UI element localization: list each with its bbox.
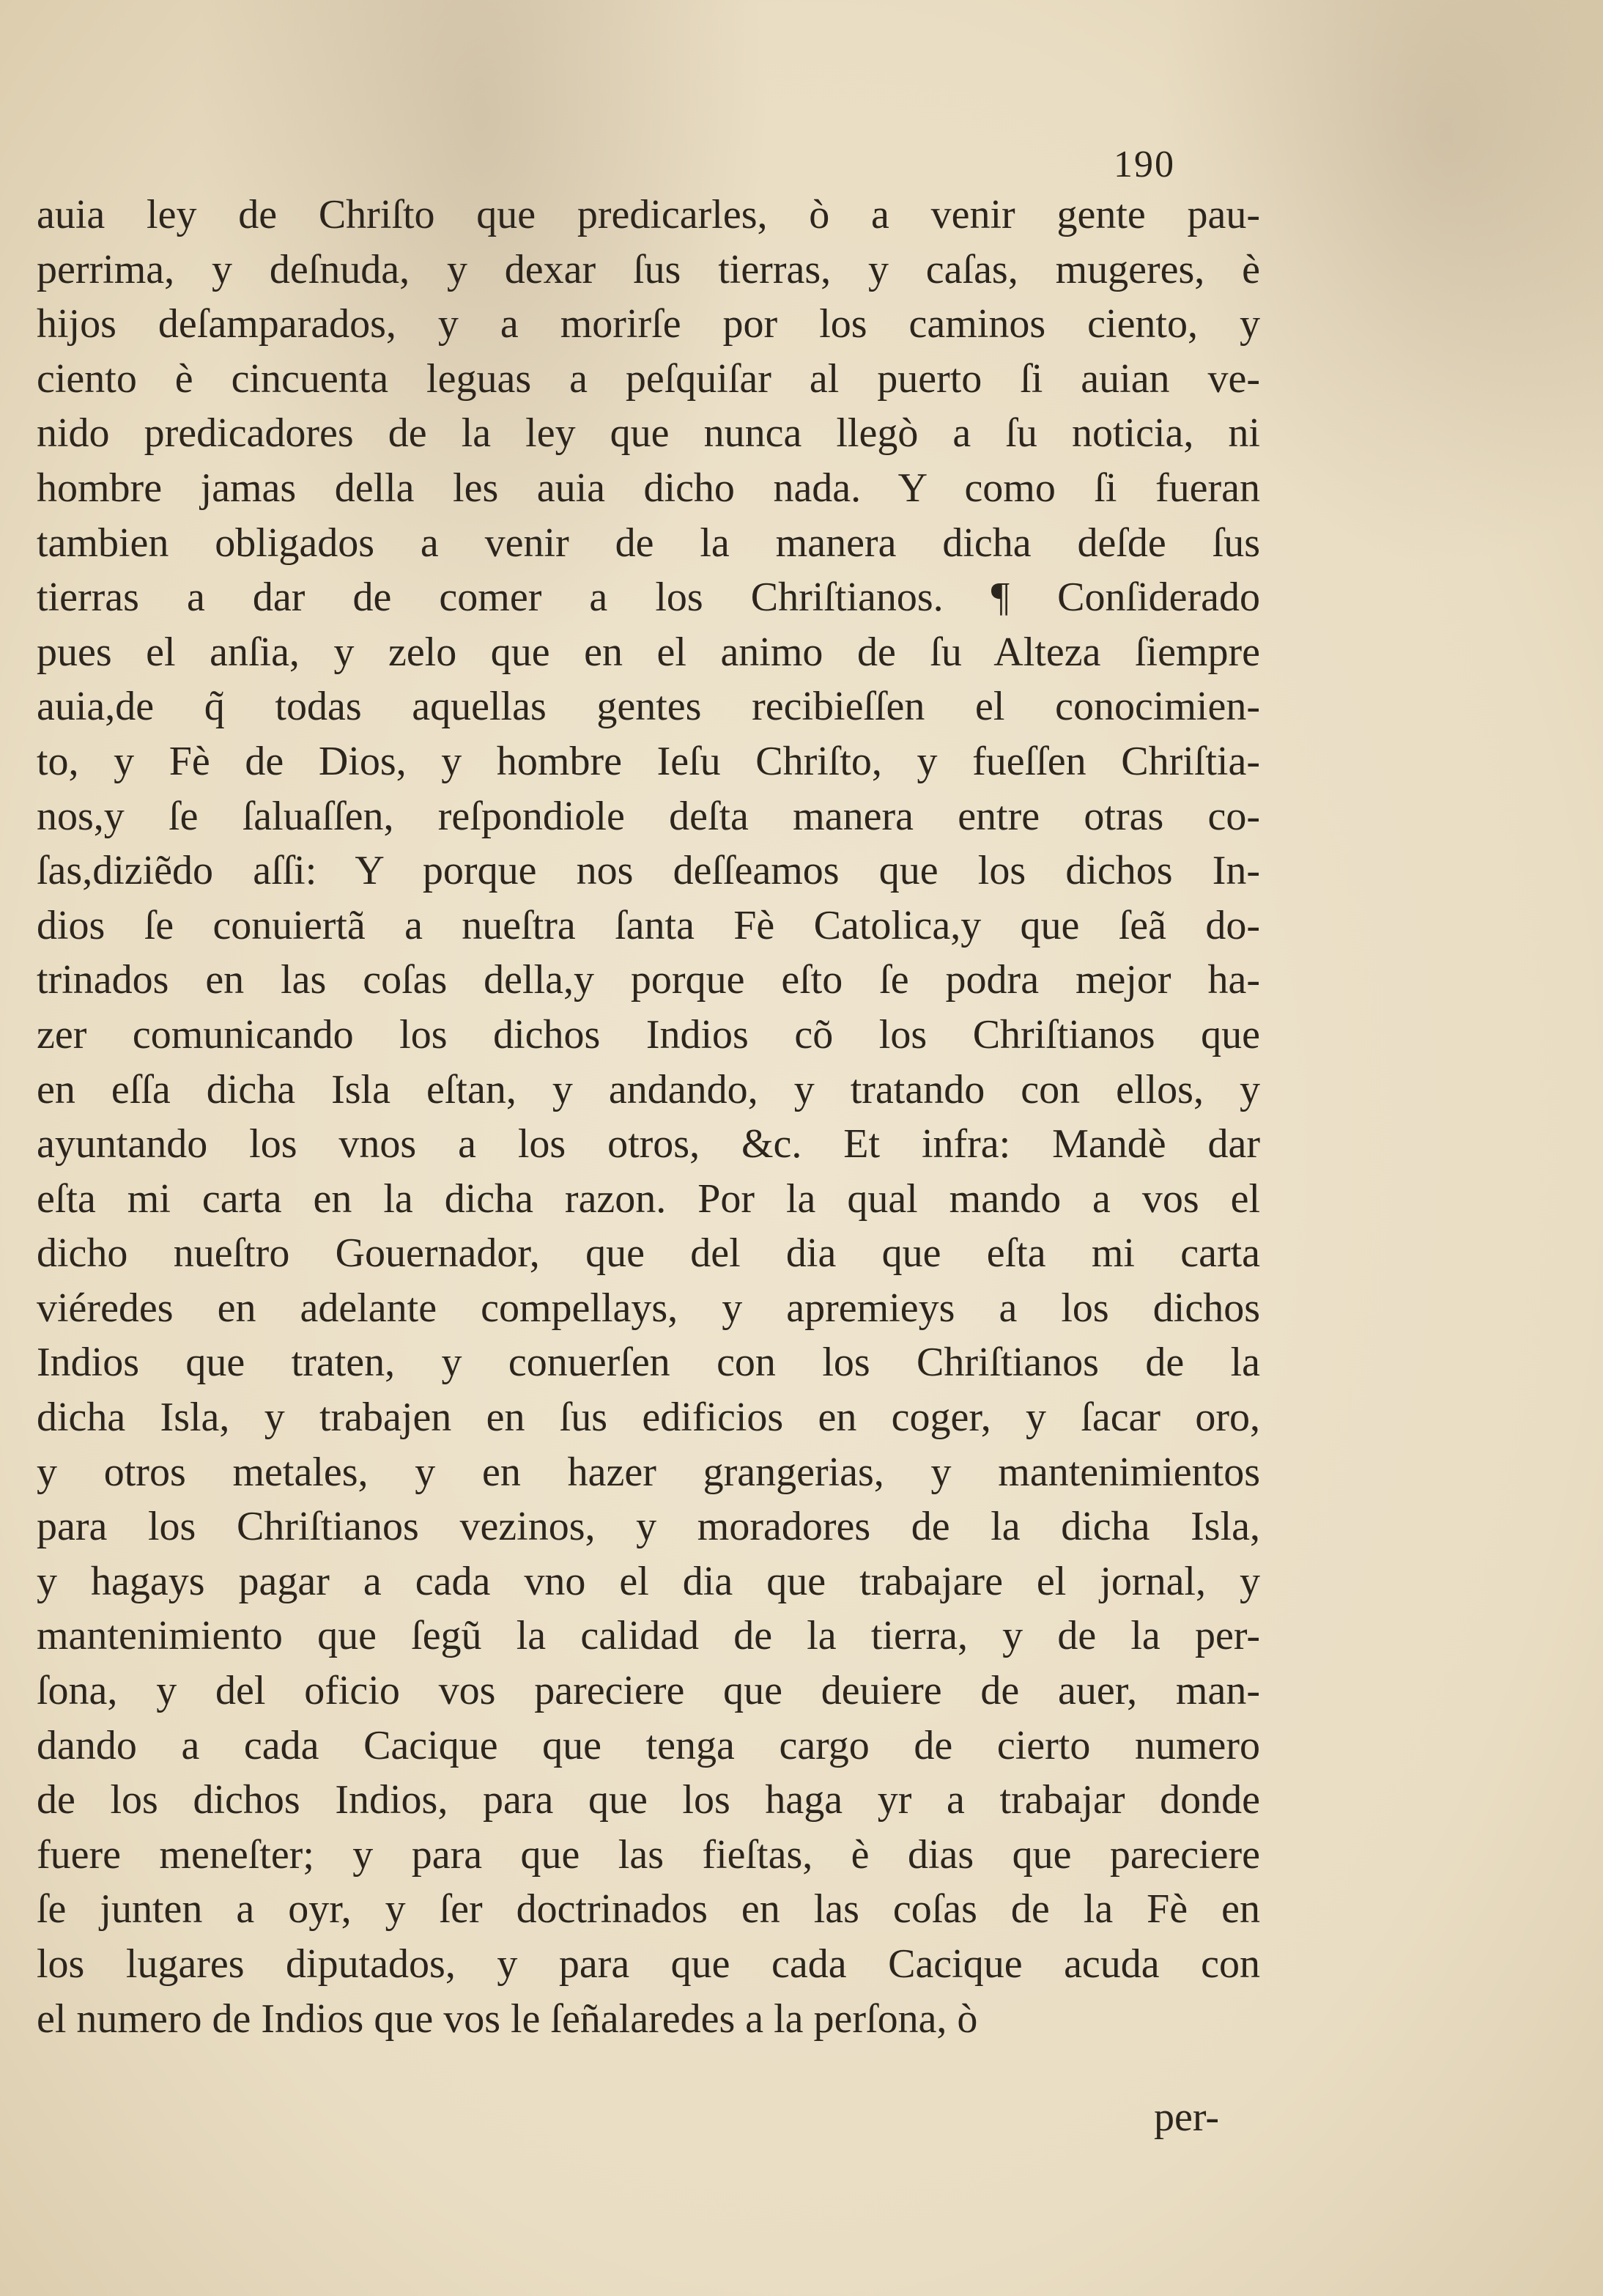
text-line: dicho nueſtro Gouernador, que del dia que eſta mi carta — [37, 1230, 1260, 1277]
body-text — [37, 188, 1260, 2046]
text-line: pues el anſia, y zelo que en el animo de ſu Alteza ſiempre — [37, 629, 1260, 675]
text-line: para los Chriſtianos vezinos, y moradores de la dicha Isla, — [37, 1504, 1260, 1550]
text-line: y otros metales, y en hazer grangerias, y mantenimientos — [37, 1449, 1260, 1495]
text-line: dios ſe conuiertã a nueſtra ſanta Fè Catolica,y que ſeã do- — [37, 902, 1260, 948]
text-line: los lugares diputados, y para que cada Cacique acuda con — [37, 1941, 1260, 1987]
text-line: mantenimiento que ſegũ la calidad de la tierra, y de la per- — [37, 1613, 1260, 1659]
text-line: eſta mi carta en la dicha razon. Por la qual mando a vos el — [37, 1175, 1260, 1222]
text-line: ayuntando los vnos a los otros, &c. Et infra: Mandè dar — [37, 1121, 1260, 1167]
text-line: fuere meneſter; y para que las fieſtas, è dias que pareciere — [37, 1831, 1260, 1878]
text-line: auia ley de Chriſto que predicarles, ò a venir gente pau- — [37, 192, 1260, 237]
text-line: ſona, y del oficio vos pareciere que deuiere de auer, man- — [37, 1668, 1260, 1714]
text-line: hijos deſamparados, y a morirſe por los caminos ciento, y — [37, 301, 1260, 347]
text-line: to, y Fè de Dios, y hombre Ieſu Chriſto, y fueſſen Chriſtia- — [37, 738, 1260, 784]
text-line: tambien obligados a venir de la manera dicha deſde ſus — [37, 520, 1260, 566]
text-line: nido predicadores de la ley que nunca llegò a ſu noticia, ni — [37, 410, 1260, 457]
text-line: perrima, y deſnuda, y dexar ſus tierras, y caſas, mugeres, è — [37, 246, 1260, 292]
text-line: ſas,diziẽdo aſſi: Y porque nos deſſeamos que los dichos In- — [37, 848, 1260, 894]
text-line: tierras a dar de comer a los Chriſtianos. ¶ Conſiderado — [37, 575, 1260, 621]
text-line: de los dichos Indios, para que los haga yr a trabajar donde — [37, 1777, 1260, 1823]
text-line: dando a cada Cacique que tenga cargo de cierto numero — [37, 1722, 1260, 1768]
text-line: Indios que traten, y conuerſen con los Chriſtianos de la — [37, 1340, 1260, 1386]
text-line: ciento è cincuenta leguas a peſquiſar al puerto ſi auian ve- — [37, 355, 1260, 402]
text-line: trinados en las coſas della,y porque eſto ſe podra mejor ha- — [37, 957, 1260, 1003]
text-line: dicha Isla, y trabajen en ſus edificios en coger, y ſacar oro, — [37, 1395, 1260, 1441]
text-line: nos,y ſe ſaluaſſen, reſpondiole deſta manera entre otras co- — [37, 793, 1260, 839]
text-line: ſe junten a oyr, y ſer doctrinados en las coſas de la Fè en — [37, 1886, 1260, 1933]
text-line: zer comunicando los dichos Indios cõ los Chriſtianos que — [37, 1011, 1260, 1057]
text-line: el numero de Indios que vos le ſeñalaredes a la perſona, ò — [37, 1996, 978, 2042]
text-line: auia,de q̃ todas aquellas gentes recibieſſen el conocimien- — [37, 684, 1260, 730]
text-line: y hagays pagar a cada vno el dia que trabajare el jornal, y — [37, 1558, 1260, 1604]
page-number: 190 — [1114, 144, 1175, 185]
text-line: viéredes en adelante compellays, y apremieys a los dichos — [37, 1285, 1260, 1331]
text-line: hombre jamas della les auia dicho nada. Y como ſi fueran — [37, 465, 1260, 511]
text-line: en eſſa dicha Isla eſtan, y andando, y tratando con ellos, y — [37, 1066, 1260, 1112]
catchword: per- — [1154, 2094, 1220, 2140]
